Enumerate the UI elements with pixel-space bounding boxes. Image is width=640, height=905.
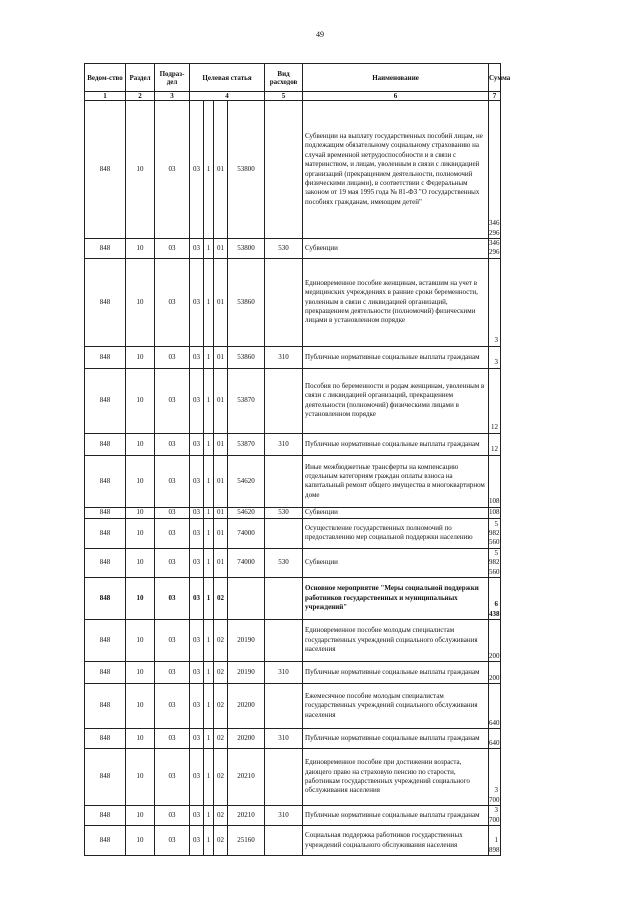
target-direction-cell: 53870: [228, 368, 265, 433]
target-event-cell: 01: [214, 346, 228, 368]
table-row: [85, 101, 501, 239]
vid-raskhodov-cell: 530: [265, 239, 303, 259]
summa-cell: 12: [489, 433, 501, 455]
vid-raskhodov-cell: 310: [265, 662, 303, 684]
target-direction-cell: 74000: [228, 548, 265, 577]
header-naimenovanie: Наименование: [303, 64, 489, 92]
podrazdel-cell: 03: [155, 455, 190, 507]
razdel-cell: 10: [126, 433, 155, 455]
target-event-cell: 01: [214, 258, 228, 346]
target-direction-cell: 54620: [228, 507, 265, 518]
table-row: [85, 433, 501, 455]
naimenovanie-cell: Пособия по беременности и родам женщинам, уволенным в связи с ликвидацией организаций, прекращением деятельности (полномочий) физическими лицами в установленном порядке: [303, 368, 489, 433]
target-event-cell: 02: [214, 578, 228, 620]
podrazdel-cell: 03: [155, 548, 190, 577]
target-direction-cell: 20190: [228, 620, 265, 662]
table-row: [85, 368, 501, 433]
naimenovanie-cell: Иные межбюджетные трансферты на компенсацию отдельным категориям граждан оплаты взноса на капитальный ремонт общего имущества в многоквартирном доме: [303, 455, 489, 507]
page-number: 49: [316, 30, 324, 39]
vedomstvo-cell: 848: [85, 749, 126, 806]
table-row: [85, 662, 501, 684]
column-number: 5: [265, 92, 303, 101]
podrazdel-cell: 03: [155, 346, 190, 368]
razdel-cell: 10: [126, 749, 155, 806]
target-subprogram-cell: 1: [204, 749, 214, 806]
table-row: [85, 507, 501, 518]
target-subprogram-cell: 1: [204, 578, 214, 620]
summa-cell: 6 438: [489, 578, 501, 620]
naimenovanie-cell: Основное мероприятие "Меры социальной поддержки работников государственных и муниципальных учреждений": [303, 578, 489, 620]
vid-raskhodov-cell: [265, 368, 303, 433]
table-row: [85, 578, 501, 620]
table-row: [85, 239, 501, 259]
vid-raskhodov-cell: [265, 578, 303, 620]
summa-cell: 640: [489, 684, 501, 729]
podrazdel-cell: 03: [155, 518, 190, 548]
razdel-cell: 10: [126, 455, 155, 507]
target-program-cell: 03: [190, 684, 204, 729]
target-program-cell: 03: [190, 346, 204, 368]
target-program-cell: 03: [190, 578, 204, 620]
podrazdel-cell: 03: [155, 684, 190, 729]
summa-cell: 346 296: [489, 239, 500, 257]
razdel-cell: 10: [126, 684, 155, 729]
target-subprogram-cell: 1: [204, 258, 214, 346]
naimenovanie-cell: Единовременное пособие женщинам, вставшим на учет в медицинских учреждениях в ранние сроки беременности, уволенным в связи с ликвидацией организаций, прекращением деятельности (полномочий) физическими лицами в установленном порядке: [303, 258, 489, 346]
table-row: [85, 729, 501, 749]
naimenovanie-cell: Публичные нормативные социальные выплаты гражданам: [303, 433, 489, 455]
vedomstvo-cell: 848: [85, 455, 126, 507]
target-program-cell: 03: [190, 455, 204, 507]
target-subprogram-cell: 1: [204, 455, 214, 507]
vid-raskhodov-cell: 310: [265, 806, 303, 826]
vedomstvo-cell: 848: [85, 433, 126, 455]
naimenovanie-cell: Социальная поддержка работников государственных учреждений социального обслуживания населения: [303, 826, 489, 856]
target-direction-cell: 53860: [228, 346, 265, 368]
target-direction-cell: [228, 578, 265, 620]
vedomstvo-cell: 848: [85, 368, 126, 433]
vid-raskhodov-cell: 530: [265, 507, 303, 518]
target-direction-cell: 74000: [228, 518, 265, 548]
target-direction-cell: 53800: [228, 239, 265, 259]
razdel-cell: 10: [126, 826, 155, 856]
target-event-cell: 01: [214, 507, 228, 518]
naimenovanie-cell: Публичные нормативные социальные выплаты гражданам: [303, 806, 489, 826]
target-program-cell: 03: [190, 368, 204, 433]
vid-raskhodov-cell: [265, 826, 303, 856]
razdel-cell: 10: [126, 662, 155, 684]
column-number: 2: [126, 92, 155, 101]
target-subprogram-cell: 1: [204, 826, 214, 856]
podrazdel-cell: 03: [155, 620, 190, 662]
target-program-cell: 03: [190, 662, 204, 684]
vedomstvo-cell: 848: [85, 101, 126, 239]
target-direction-cell: 20210: [228, 749, 265, 806]
target-subprogram-cell: 1: [204, 101, 214, 239]
target-subprogram-cell: 1: [204, 518, 214, 548]
vedomstvo-cell: 848: [85, 662, 126, 684]
budget-table: [84, 63, 511, 856]
razdel-cell: 10: [126, 239, 155, 259]
target-subprogram-cell: 1: [204, 368, 214, 433]
target-event-cell: 01: [214, 548, 228, 577]
target-program-cell: 03: [190, 806, 204, 826]
summa-cell: 5 982 560: [489, 519, 500, 547]
vid-raskhodov-cell: [265, 101, 303, 239]
vid-raskhodov-cell: 310: [265, 433, 303, 455]
target-direction-cell: 20210: [228, 806, 265, 826]
podrazdel-cell: 03: [155, 101, 190, 239]
header-vid-raskhodov: Вид расходов: [265, 64, 303, 92]
target-subprogram-cell: 1: [204, 662, 214, 684]
target-direction-cell: 53800: [228, 101, 265, 239]
header-summa: Сумма: [489, 64, 501, 92]
target-program-cell: 03: [190, 258, 204, 346]
podrazdel-cell: 03: [155, 368, 190, 433]
razdel-cell: 10: [126, 258, 155, 346]
summa-cell: 3: [489, 258, 501, 346]
vid-raskhodov-cell: 310: [265, 729, 303, 749]
summa-cell: 346 296: [489, 101, 501, 239]
target-subprogram-cell: 1: [204, 620, 214, 662]
razdel-cell: 10: [126, 578, 155, 620]
table-row: [85, 455, 501, 507]
target-direction-cell: 54620: [228, 455, 265, 507]
target-direction-cell: 25160: [228, 826, 265, 856]
vid-raskhodov-cell: [265, 455, 303, 507]
target-subprogram-cell: 1: [204, 729, 214, 749]
vedomstvo-cell: 848: [85, 507, 126, 518]
razdel-cell: 10: [126, 101, 155, 239]
razdel-cell: 10: [126, 507, 155, 518]
vedomstvo-cell: 848: [85, 518, 126, 548]
table-row: [85, 548, 501, 577]
target-direction-cell: 53860: [228, 258, 265, 346]
vid-raskhodov-cell: [265, 518, 303, 548]
podrazdel-cell: 03: [155, 749, 190, 806]
target-subprogram-cell: 1: [204, 507, 214, 518]
vedomstvo-cell: 848: [85, 826, 126, 856]
target-program-cell: 03: [190, 548, 204, 577]
vedomstvo-cell: 848: [85, 258, 126, 346]
podrazdel-cell: 03: [155, 826, 190, 856]
target-event-cell: 02: [214, 826, 228, 856]
podrazdel-cell: 03: [155, 239, 190, 259]
target-program-cell: 03: [190, 729, 204, 749]
table-row: [85, 826, 501, 856]
naimenovanie-cell: Субвенции на выплату государственных пособий лицам, не подлежащим обязательному социальному страхованию на случай временной нетрудоспособности и в связи с материнством, и лицам, уволенным в связи с ликвидацией организаций (прекращением деятельности, полномочий физическими лицами), в соответствии с Федеральным законом от 19 мая 1995 года № 81-ФЗ "О государственных пособиях гражданам, имеющим детей": [303, 101, 489, 239]
target-program-cell: 03: [190, 101, 204, 239]
column-number: 3: [155, 92, 190, 101]
target-subprogram-cell: 1: [204, 433, 214, 455]
target-program-cell: 03: [190, 518, 204, 548]
razdel-cell: 10: [126, 548, 155, 577]
summa-cell: 12: [489, 368, 501, 433]
vedomstvo-cell: 848: [85, 548, 126, 577]
podrazdel-cell: 03: [155, 578, 190, 620]
summa-cell: 3 700: [489, 749, 501, 806]
target-program-cell: 03: [190, 749, 204, 806]
vid-raskhodov-cell: [265, 749, 303, 806]
target-subprogram-cell: 1: [204, 346, 214, 368]
naimenovanie-cell: Публичные нормативные социальные выплаты гражданам: [303, 662, 489, 684]
summa-cell: 200: [489, 620, 501, 662]
naimenovanie-cell: Субвенции: [303, 548, 489, 577]
summa-cell: 3: [489, 346, 501, 368]
column-number: 1: [85, 92, 126, 101]
naimenovanie-cell: Единовременное пособие молодым специалистам государственных учреждений социального обслуживания населения: [303, 620, 489, 662]
razdel-cell: 10: [126, 368, 155, 433]
table-row: [85, 749, 501, 806]
summa-cell: 5 982 560: [489, 548, 500, 576]
target-event-cell: 01: [214, 455, 228, 507]
header-podrazdel: Подраз-дел: [155, 64, 190, 92]
razdel-cell: 10: [126, 729, 155, 749]
target-event-cell: 01: [214, 518, 228, 548]
column-number: 6: [303, 92, 489, 101]
naimenovanie-cell: Осуществление государственных полномочий по предоставлению мер социальной поддержки населению: [303, 518, 489, 548]
target-event-cell: 02: [214, 620, 228, 662]
vedomstvo-cell: 848: [85, 684, 126, 729]
podrazdel-cell: 03: [155, 507, 190, 518]
header-vedomstvo: Ведом-ство: [85, 64, 126, 92]
naimenovanie-cell: Ежемесячное пособие молодым специалистам государственных учреждений социального обслуживания населения: [303, 684, 489, 729]
target-subprogram-cell: 1: [204, 806, 214, 826]
column-number: 7: [489, 92, 501, 101]
vedomstvo-cell: 848: [85, 346, 126, 368]
razdel-cell: 10: [126, 806, 155, 826]
target-subprogram-cell: 1: [204, 548, 214, 577]
target-subprogram-cell: 1: [204, 684, 214, 729]
podrazdel-cell: 03: [155, 806, 190, 826]
target-program-cell: 03: [190, 620, 204, 662]
naimenovanie-cell: Субвенции: [303, 239, 489, 259]
summa-cell: 108: [489, 508, 500, 517]
table-row: [85, 684, 501, 729]
vedomstvo-cell: 848: [85, 578, 126, 620]
naimenovanie-cell: Единовременное пособие при достижении возраста, дающего право на страховую пенсию по старости, работникам государственных учреждений социального обслуживания населения: [303, 749, 489, 806]
target-event-cell: 01: [214, 239, 228, 259]
target-direction-cell: 20200: [228, 684, 265, 729]
naimenovanie-cell: Публичные нормативные социальные выплаты гражданам: [303, 346, 489, 368]
header-tselevaya-statya: Целевая статья: [190, 64, 265, 92]
target-direction-cell: 20190: [228, 662, 265, 684]
podrazdel-cell: 03: [155, 729, 190, 749]
target-event-cell: 01: [214, 433, 228, 455]
table-body: [85, 101, 501, 856]
razdel-cell: 10: [126, 518, 155, 548]
table-row: [85, 806, 501, 826]
summa-cell: 640: [489, 729, 501, 749]
podrazdel-cell: 03: [155, 433, 190, 455]
target-event-cell: 02: [214, 806, 228, 826]
vedomstvo-cell: 848: [85, 620, 126, 662]
summa-cell: 108: [489, 455, 501, 507]
podrazdel-cell: 03: [155, 662, 190, 684]
vid-raskhodov-cell: [265, 620, 303, 662]
table-row: [85, 620, 501, 662]
vedomstvo-cell: 848: [85, 806, 126, 826]
vid-raskhodov-cell: [265, 684, 303, 729]
table-row: [85, 258, 501, 346]
target-event-cell: 02: [214, 729, 228, 749]
summa-cell: 1 898: [489, 826, 501, 856]
vid-raskhodov-cell: 530: [265, 548, 303, 577]
target-subprogram-cell: 1: [204, 239, 214, 259]
target-program-cell: 03: [190, 826, 204, 856]
vid-raskhodov-cell: 310: [265, 346, 303, 368]
vid-raskhodov-cell: [265, 258, 303, 346]
naimenovanie-cell: Субвенции: [303, 507, 489, 518]
vedomstvo-cell: 848: [85, 729, 126, 749]
razdel-cell: 10: [126, 620, 155, 662]
summa-cell: 3 700: [489, 806, 500, 824]
vedomstvo-cell: 848: [85, 239, 126, 259]
target-program-cell: 03: [190, 239, 204, 259]
target-direction-cell: 20200: [228, 729, 265, 749]
target-event-cell: 01: [214, 101, 228, 239]
target-program-cell: 03: [190, 433, 204, 455]
naimenovanie-cell: Публичные нормативные социальные выплаты гражданам: [303, 729, 489, 749]
target-program-cell: 03: [190, 507, 204, 518]
table-row: [85, 518, 501, 548]
target-event-cell: 02: [214, 662, 228, 684]
target-event-cell: 01: [214, 368, 228, 433]
column-number: 4: [190, 92, 265, 101]
header-razdel: Раздел: [126, 64, 155, 92]
target-event-cell: 02: [214, 749, 228, 806]
target-direction-cell: 53870: [228, 433, 265, 455]
table-row: [85, 346, 501, 368]
podrazdel-cell: 03: [155, 258, 190, 346]
target-event-cell: 02: [214, 684, 228, 729]
summa-cell: 200: [489, 662, 501, 684]
razdel-cell: 10: [126, 346, 155, 368]
